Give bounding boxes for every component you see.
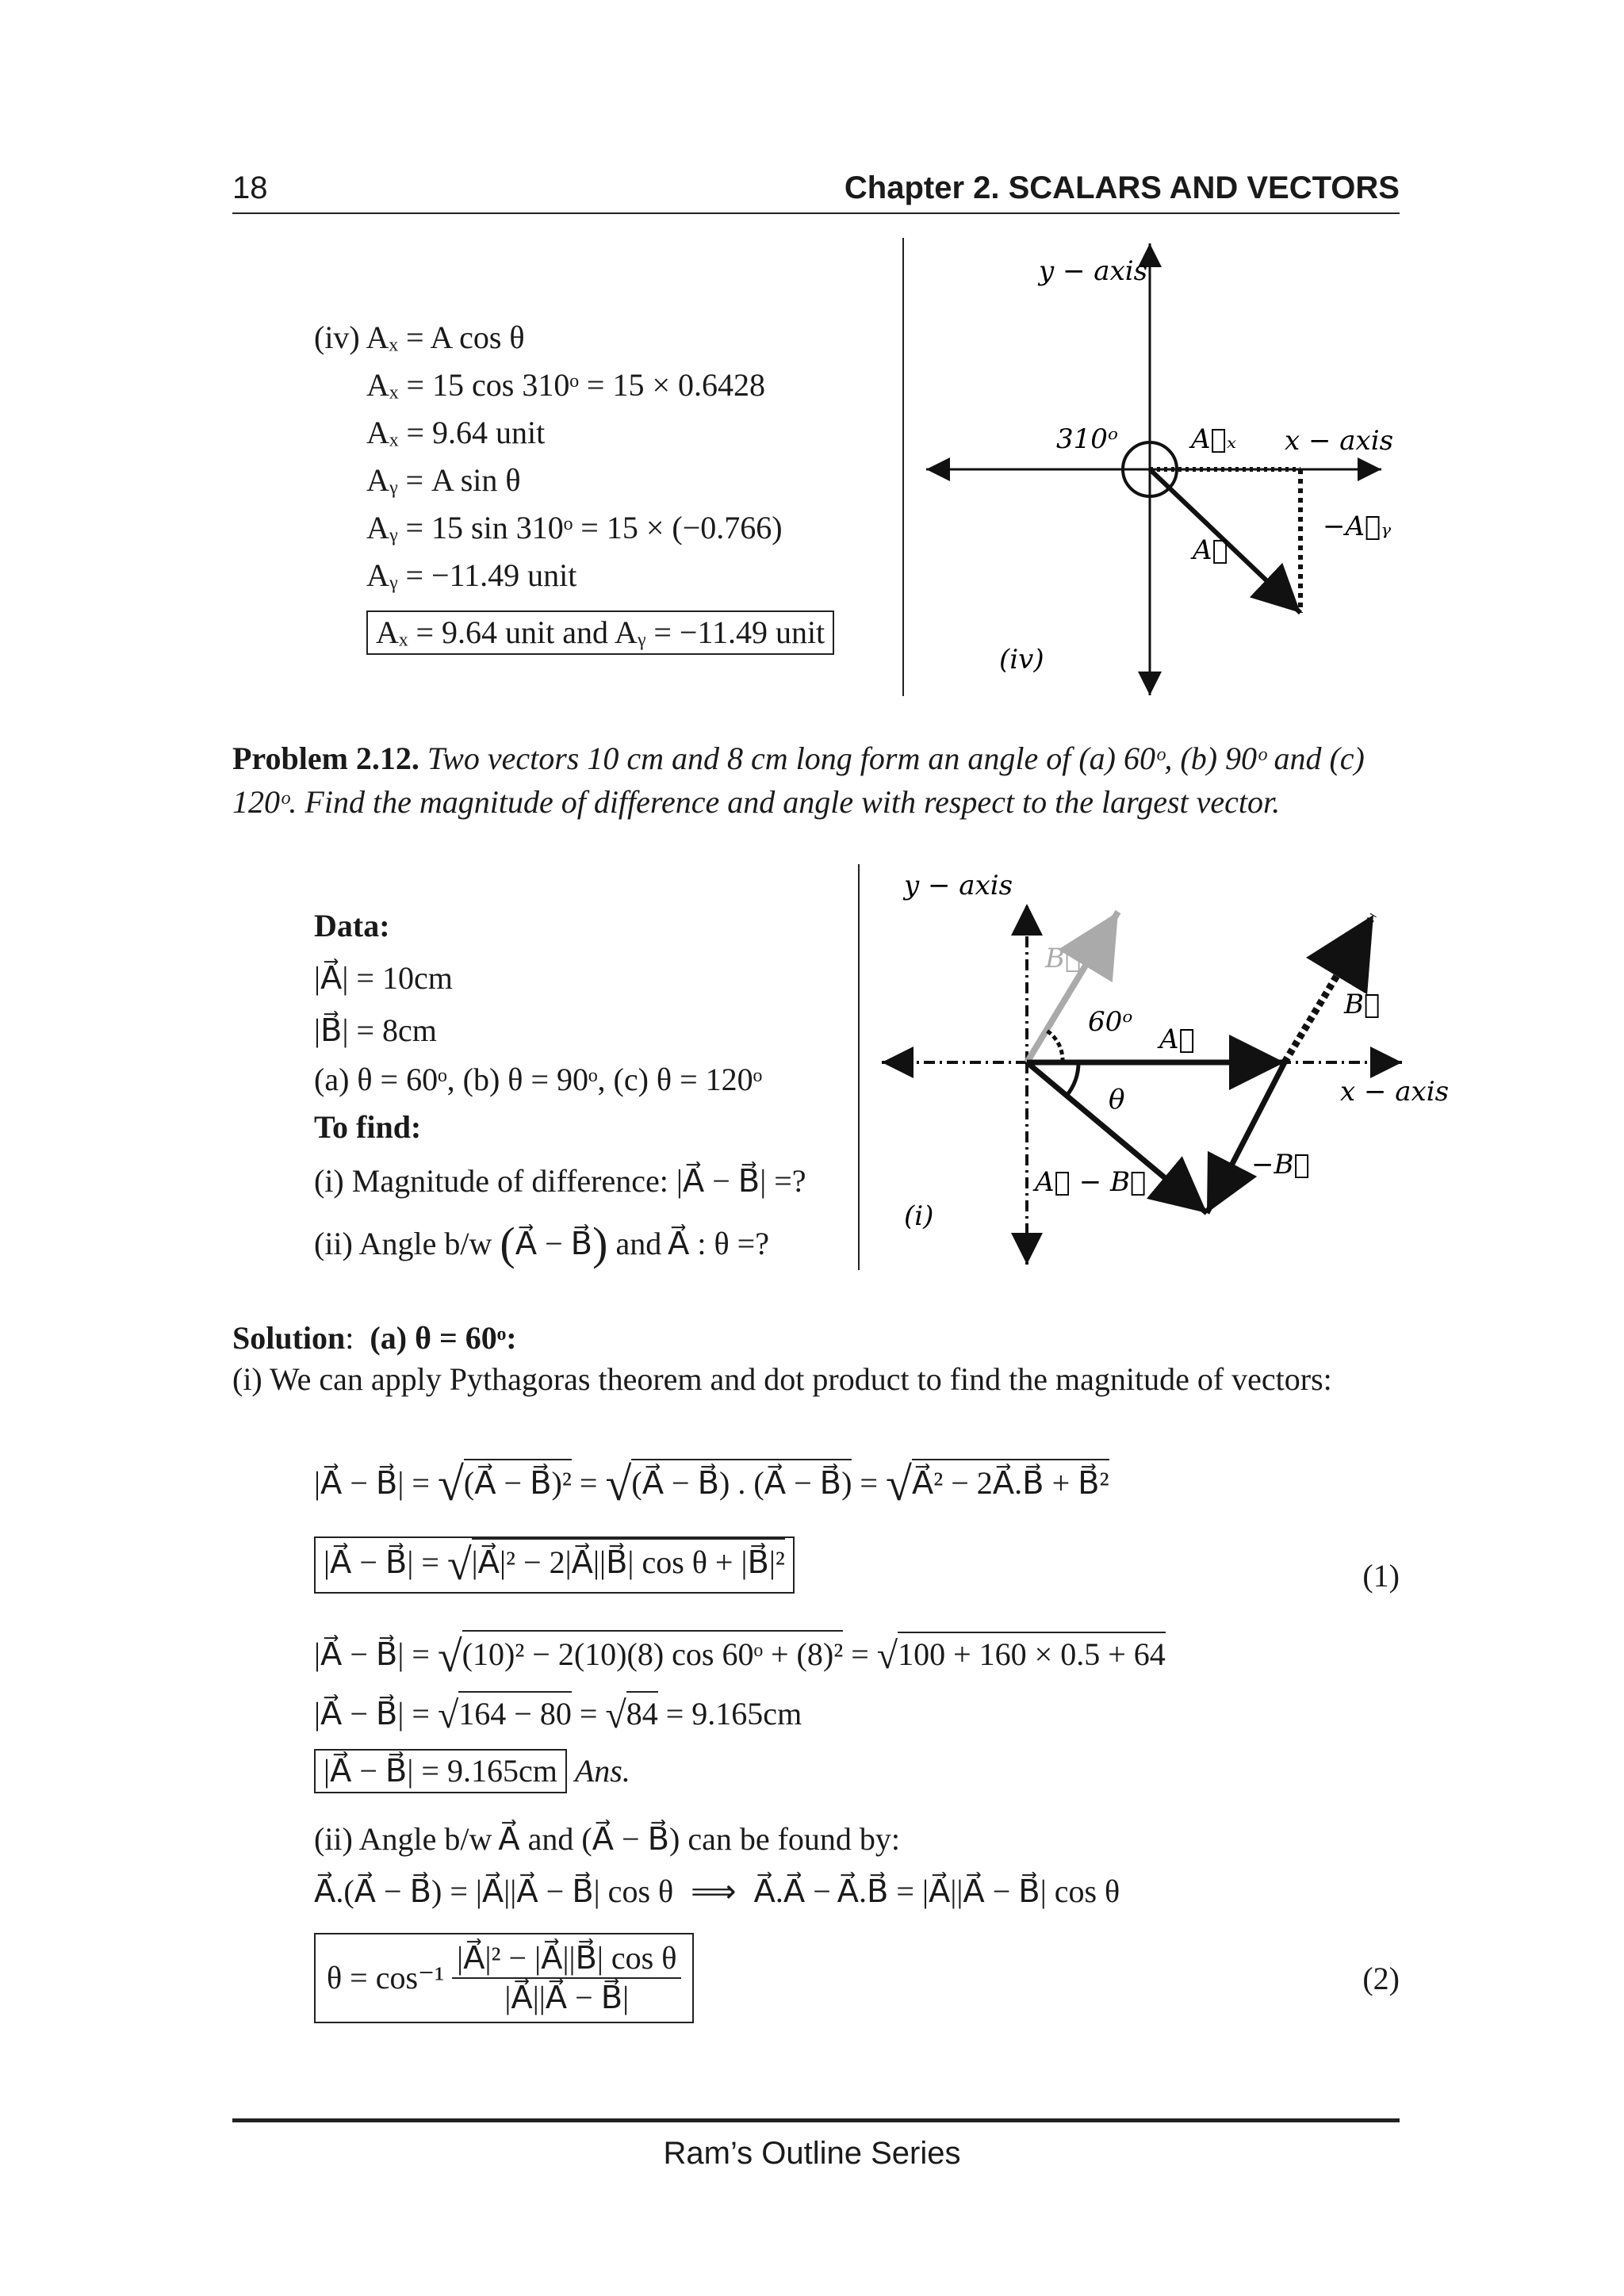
eq-line-4-lhs: |A⃗ − B⃗| = — [314, 1696, 430, 1732]
fig-iv-x-label: x − axis — [1285, 425, 1394, 457]
solution-intro: (i) We can apply Pythagoras theorem and dot product to find the magnitude of vectors: — [232, 1361, 1332, 1397]
problem-number: Problem 2.12. — [232, 740, 419, 776]
fig-i-angle-60: 60ᵒ — [1088, 1006, 1133, 1038]
fig-iv-ay-label: −A⃗ᵧ — [1323, 511, 1392, 542]
eq-line-1-rad3: A⃗² − 2A⃗.B⃗ + B⃗² — [912, 1459, 1109, 1501]
data-heading: Data: — [314, 908, 390, 943]
dot-line-rhs: A⃗.A⃗ − A⃗.B⃗ = |A⃗||A⃗ − B⃗| cos θ — [753, 1873, 1120, 1909]
part-iv-boxed-result: Aₓ = 9.64 unit and Aᵧ = −11.49 unit — [366, 610, 834, 655]
problem-text-2: 120ᵒ. Find the magnitude of difference and angle with respect to the largest vector. — [232, 784, 1281, 820]
find-2-expr: A⃗ − B⃗ — [515, 1226, 593, 1261]
solution-heading-line: Solution: (a) θ = 60ᵒ: — [232, 1320, 517, 1356]
divider-iv — [902, 238, 904, 696]
eq-line-1-rad1: (A⃗ − B⃗)² — [464, 1459, 572, 1501]
header-rule — [232, 212, 1400, 214]
find-2-suffix: and A⃗ : θ =? — [615, 1226, 769, 1261]
eq-line-3-lhs: |A⃗ − B⃗| = — [314, 1636, 430, 1672]
part-ii-intro: (ii) Angle b/w A⃗ and (A⃗ − B⃗) can be found by: — [314, 1821, 901, 1857]
eq-line-4-rad1: 164 − 80 — [458, 1691, 572, 1732]
eq-1-lhs: |A⃗ − B⃗| = — [324, 1544, 439, 1580]
eq-line-4-result: = 9.165cm — [665, 1696, 802, 1732]
problem-statement — [232, 740, 1365, 776]
eq-line-1-lhs: |A⃗ − B⃗| = — [314, 1465, 430, 1501]
fig-i-neg-b-label: −B⃗ — [1251, 1149, 1310, 1181]
eq-line-1-rad2: (A⃗ − B⃗) . (A⃗ − B⃗) — [631, 1459, 852, 1501]
eq-2-number: (2) — [1362, 1961, 1400, 1996]
eq-2-lhs: θ = cos⁻¹ — [327, 1960, 445, 1996]
part-iv-line-3: Aₓ = 9.64 unit — [366, 415, 546, 450]
fig-i-x-label: x − axis — [1340, 1076, 1450, 1108]
eq-1-rad: |A⃗|² − 2|A⃗||B⃗| cos θ + |B⃗|² — [472, 1538, 785, 1580]
problem-text-1: Two vectors 10 cm and 8 cm long form an angle of (a) 60ᵒ, (b) 90ᵒ and (c) — [427, 740, 1365, 776]
fig-i-b-label: B⃗ — [1344, 989, 1381, 1020]
figure-iv — [912, 234, 1419, 710]
fig-i-diff-label: A⃗ − B⃗ — [1035, 1166, 1147, 1198]
divider-i — [858, 864, 860, 1270]
answer-box: |A⃗ − B⃗| = 9.165cm — [314, 1749, 567, 1793]
part-iv-line-1: (iv) Aₓ = A cos θ — [314, 320, 525, 355]
eq-1-number: (1) — [1362, 1558, 1400, 1594]
find-2-prefix: (ii) Angle b/w — [314, 1226, 492, 1261]
fig-iv-caption: (iv) — [999, 644, 1044, 675]
dot-line-lhs: A⃗.(A⃗ − B⃗) = |A⃗||A⃗ − B⃗| cos θ — [314, 1873, 674, 1909]
fig-i-a-label: A⃗ — [1159, 1024, 1195, 1055]
page-number: 18 — [232, 170, 268, 205]
find-2: (ii) Angle b/w (A⃗ − B⃗) and A⃗ : θ =? — [314, 1218, 769, 1269]
fig-iv-ax-label: A⃗ₓ — [1191, 423, 1237, 455]
eq-line-1: |A⃗ − B⃗| = √(A⃗ − B⃗)² = √(A⃗ − B⃗) . (A⃗ − B⃗) = √A⃗² − 2A⃗.B⃗ + B⃗² — [314, 1458, 1109, 1510]
dot-line — [314, 1873, 1120, 1909]
fig-i-y-label: y − axis — [904, 870, 1013, 901]
fig-i-arc-60 — [1047, 1031, 1063, 1062]
answer-line — [314, 1749, 630, 1793]
fig-i-vector-b-faded — [1027, 912, 1118, 1062]
eq-2-denominator: |A⃗||A⃗ − B⃗| — [504, 1980, 630, 2015]
solution-part-a: (a) θ = 60ᵒ: — [370, 1320, 517, 1356]
part-iv-line-2: Aₓ = 15 cos 310ᵒ = 15 × 0.6428 — [366, 367, 766, 403]
eq-line-3: |A⃗ − B⃗| = √(10)² − 2(10)(8) cos 60ᵒ + (8)² = √100 + 160 × 0.5 + 64 — [314, 1635, 1166, 1679]
fig-i-theta-label: θ — [1109, 1084, 1125, 1115]
footer-rule — [232, 2118, 1400, 2122]
data-angles: (a) θ = 60ᵒ, (b) θ = 90ᵒ, (c) θ = 120ᵒ — [314, 1062, 763, 1097]
fig-iv-y-label: y − axis — [1039, 255, 1148, 287]
part-iv-line-4: Aᵧ = A sin θ — [366, 462, 521, 498]
eq-2-box — [314, 1933, 694, 2023]
data-b-mag: |B⃗| = 8cm — [314, 1012, 437, 1048]
eq-2-fraction — [452, 1942, 681, 2014]
chapter-title: Chapter 2. SCALARS AND VECTORS — [844, 170, 1400, 205]
part-iv-line-6: Aᵧ = −11.49 unit — [366, 557, 577, 593]
fig-iv-a-label: A⃗ — [1193, 534, 1228, 566]
fig-iv-angle-label: 310ᵒ — [1056, 423, 1118, 455]
eq-line-4: |A⃗ − B⃗| = √164 − 80 = √84 = 9.165cm — [314, 1697, 802, 1735]
footer-series: Ram’s Outline Series — [663, 2136, 961, 2171]
eq-line-4-rad2: 84 — [626, 1691, 658, 1732]
fig-i-vector-neg-b — [1207, 1062, 1285, 1213]
to-find-heading: To find: — [314, 1109, 422, 1145]
part-iv-line-5: Aᵧ = 15 sin 310ᵒ = 15 × (−0.766) — [366, 510, 783, 545]
answer-suffix: Ans. — [574, 1753, 630, 1789]
dot-line-implies: ⟹ — [691, 1873, 737, 1909]
data-a-mag: |A⃗| = 10cm — [314, 960, 453, 996]
eq-line-3-rad: (10)² − 2(10)(8) cos 60ᵒ + (8)² — [462, 1630, 844, 1672]
eq-1-box: |A⃗ − B⃗| = √|A⃗|² − 2|A⃗||B⃗| cos θ + |B⃗|² — [314, 1536, 795, 1594]
fig-i-caption: (i) — [904, 1200, 934, 1232]
solution-heading: Solution — [232, 1320, 346, 1356]
eq-2-numerator: |A⃗|² − |A⃗||B⃗| cos θ — [452, 1942, 681, 1979]
fig-i-arc-theta — [1067, 1062, 1078, 1096]
fig-i-b-faded-label: B⃗ — [1045, 943, 1082, 974]
eq-line-3-rad2: 100 + 160 × 0.5 + 64 — [898, 1632, 1166, 1672]
find-1: (i) Magnitude of difference: |A⃗ − B⃗| =? — [314, 1163, 806, 1199]
figure-i — [872, 864, 1475, 1284]
